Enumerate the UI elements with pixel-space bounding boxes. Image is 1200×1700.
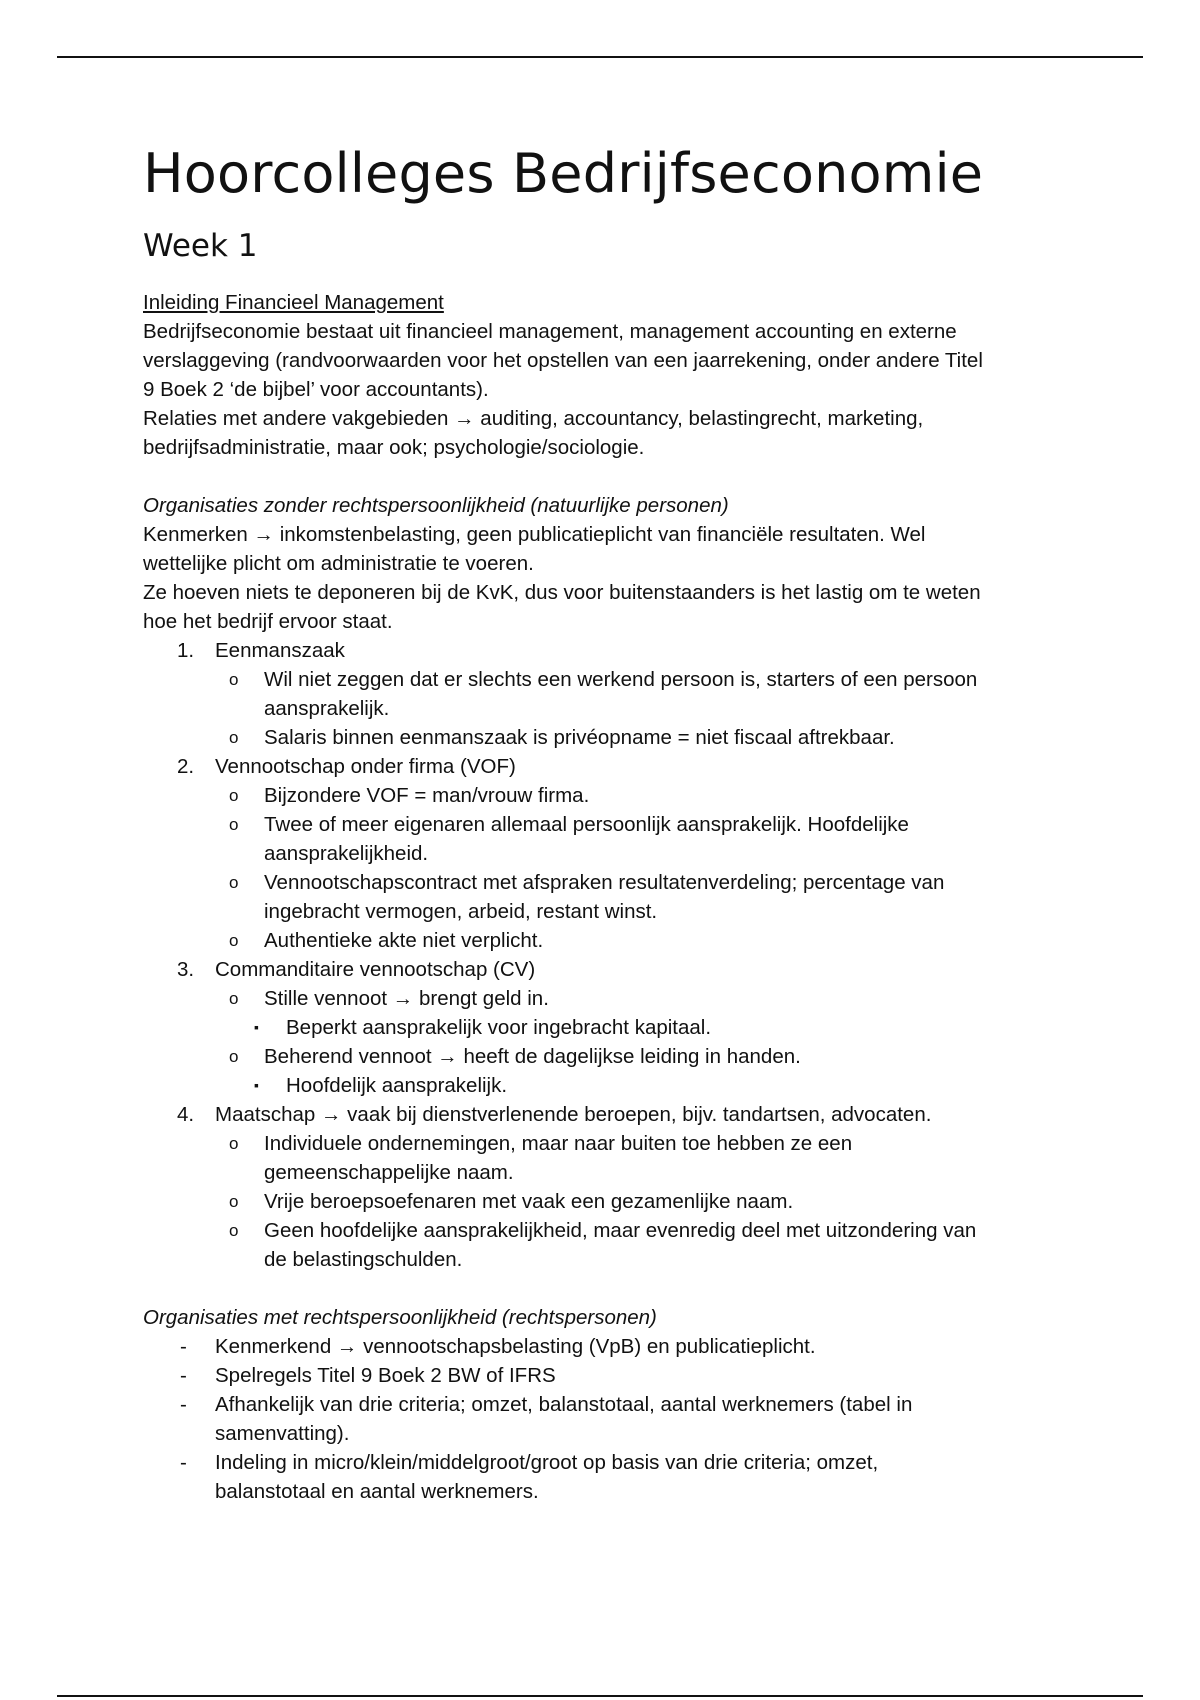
circle-bullet-icon: o xyxy=(229,989,239,1008)
sub-sub-list xyxy=(215,1071,1063,1100)
sub-list-item: o Stille vennoot → brengt geld in. ▪ Beperkt aansprakelijk voor ingebracht kapitaal. xyxy=(215,984,1063,1042)
circle-bullet-icon: o xyxy=(229,1047,239,1066)
dash-bullet: - xyxy=(180,1393,187,1416)
list-item-label: Commanditaire vennootschap (CV) xyxy=(215,958,536,981)
sub-list-item: o Salaris binnen eenmanszaak is privéopname = niet fiscaal aftrekbaar. xyxy=(215,723,1063,752)
paragraph-line: hoe het bedrijf ervoor staat. xyxy=(143,610,393,633)
circle-bullet-icon: o xyxy=(229,873,239,892)
header-rule xyxy=(57,56,1143,58)
section-heading-zonder-rechtspersoonlijkheid: Organisaties zonder rechtspersoonlijkheid (natuurlijke personen) xyxy=(143,494,729,517)
circle-bullet-icon: o xyxy=(229,670,239,689)
circle-bullet-icon: o xyxy=(229,1192,239,1211)
paragraph-line: wettelijke plicht om administratie te voeren. xyxy=(143,552,534,575)
sub-list-item: o Geen hoofdelijke aansprakelijkheid, maar evenredig deel met uitzondering van de belastingschulden. xyxy=(215,1216,1063,1274)
square-bullet-icon: ▪ xyxy=(254,1077,259,1093)
document-title: Hoorcolleges Bedrijfseconomie xyxy=(143,142,984,205)
document-body xyxy=(143,140,1063,1506)
paragraph-line: bedrijfsadministratie, maar ook; psychologie/sociologie. xyxy=(143,436,645,459)
sub-list-item: o Twee of meer eigenaren allemaal persoonlijk aansprakelijk. Hoofdelijke aansprakelijkheid. xyxy=(215,810,1063,868)
sub-sub-list xyxy=(215,1013,1063,1042)
list-item-label: Vennootschap onder firma (VOF) xyxy=(215,755,516,778)
list-item: - Kenmerkend → vennootschapsbelasting (VpB) en publicatieplicht. xyxy=(143,1332,1063,1361)
paragraph-line: verslaggeving (randvoorwaarden voor het opstellen van een jaarrekening, onder andere Titel xyxy=(143,349,983,372)
section-heading-inleiding: Inleiding Financieel Management xyxy=(143,291,444,314)
circle-bullet-icon: o xyxy=(229,1221,239,1240)
paragraph-line: Ze hoeven niets te deponeren bij de KvK, dus voor buitenstaanders is het lastig om te weten xyxy=(143,581,981,604)
circle-bullet-icon: o xyxy=(229,815,239,834)
circle-bullet-icon: o xyxy=(229,786,239,805)
sub-list-item: o Wil niet zeggen dat er slechts een werkend persoon is, starters of een persoon aansprakelijk. xyxy=(215,665,1063,723)
list-item xyxy=(143,955,1063,1100)
list-number: 4. xyxy=(177,1103,195,1126)
list-item-label: Maatschap → vaak bij dienstverlenende beroepen, bijv. tandartsen, advocaten. xyxy=(215,1103,932,1126)
list-item: - Afhankelijk van drie criteria; omzet, balanstotaal, aantal werknemers (tabel in samenvatting). xyxy=(143,1390,1063,1448)
sub-list xyxy=(215,1129,1063,1274)
sub-list-item: o Individuele ondernemingen, maar naar buiten toe hebben ze een gemeenschappelijke naam. xyxy=(215,1129,1063,1187)
paragraph-line: 9 Boek 2 ‘de bijbel’ voor accountants). xyxy=(143,378,489,401)
sub-list-item: o Bijzondere VOF = man/vrouw firma. xyxy=(215,781,1063,810)
sub-sub-list-item: ▪ Hoofdelijk aansprakelijk. xyxy=(215,1071,1063,1100)
sub-list-item: o Vrije beroepsoefenaren met vaak een gezamenlijke naam. xyxy=(215,1187,1063,1216)
list-number: 3. xyxy=(177,958,195,981)
document-subtitle: Week 1 xyxy=(143,228,258,264)
dash-bullet: - xyxy=(180,1451,187,1474)
list-item-label: Eenmanszaak xyxy=(215,639,345,662)
dash-bullet: - xyxy=(180,1335,187,1358)
sub-sub-list-item: ▪ Beperkt aansprakelijk voor ingebracht kapitaal. xyxy=(215,1013,1063,1042)
circle-bullet-icon: o xyxy=(229,728,239,747)
list-item: - Spelregels Titel 9 Boek 2 BW of IFRS xyxy=(143,1361,1063,1390)
dash-list xyxy=(143,1332,1063,1506)
sub-list-item: o Beherend vennoot → heeft de dagelijkse leiding in handen. ▪ Hoofdelijk aansprakelijk. xyxy=(215,1042,1063,1100)
list-item xyxy=(143,752,1063,955)
sub-list xyxy=(215,984,1063,1100)
footer-rule xyxy=(57,1695,1143,1697)
list-number: 1. xyxy=(177,639,195,662)
sub-list xyxy=(215,665,1063,752)
list-item: - Indeling in micro/klein/middelgroot/groot op basis van drie criteria; omzet, balanstotaal en aantal werknemers. xyxy=(143,1448,1063,1506)
dash-bullet: - xyxy=(180,1364,187,1387)
sub-list-item: o Authentieke akte niet verplicht. xyxy=(215,926,1063,955)
list-number: 2. xyxy=(177,755,195,778)
list-item xyxy=(143,1100,1063,1274)
numbered-list xyxy=(143,636,1063,1274)
sub-list xyxy=(215,781,1063,955)
section-heading-met-rechtspersoonlijkheid: Organisaties met rechtspersoonlijkheid (rechtspersonen) xyxy=(143,1306,657,1329)
square-bullet-icon: ▪ xyxy=(254,1019,259,1035)
paragraph-line: Relaties met andere vakgebieden → auditing, accountancy, belastingrecht, marketing, xyxy=(143,407,924,430)
circle-bullet-icon: o xyxy=(229,1134,239,1153)
circle-bullet-icon: o xyxy=(229,931,239,950)
sub-list-item: o Vennootschapscontract met afspraken resultatenverdeling; percentage van ingebracht vermogen, arbeid, restant winst. xyxy=(215,868,1063,926)
paragraph-line: Kenmerken → inkomstenbelasting, geen publicatieplicht van financiële resultaten. Wel xyxy=(143,523,926,546)
paragraph-line: Bedrijfseconomie bestaat uit financieel management, management accounting en externe xyxy=(143,320,957,343)
list-item xyxy=(143,636,1063,752)
